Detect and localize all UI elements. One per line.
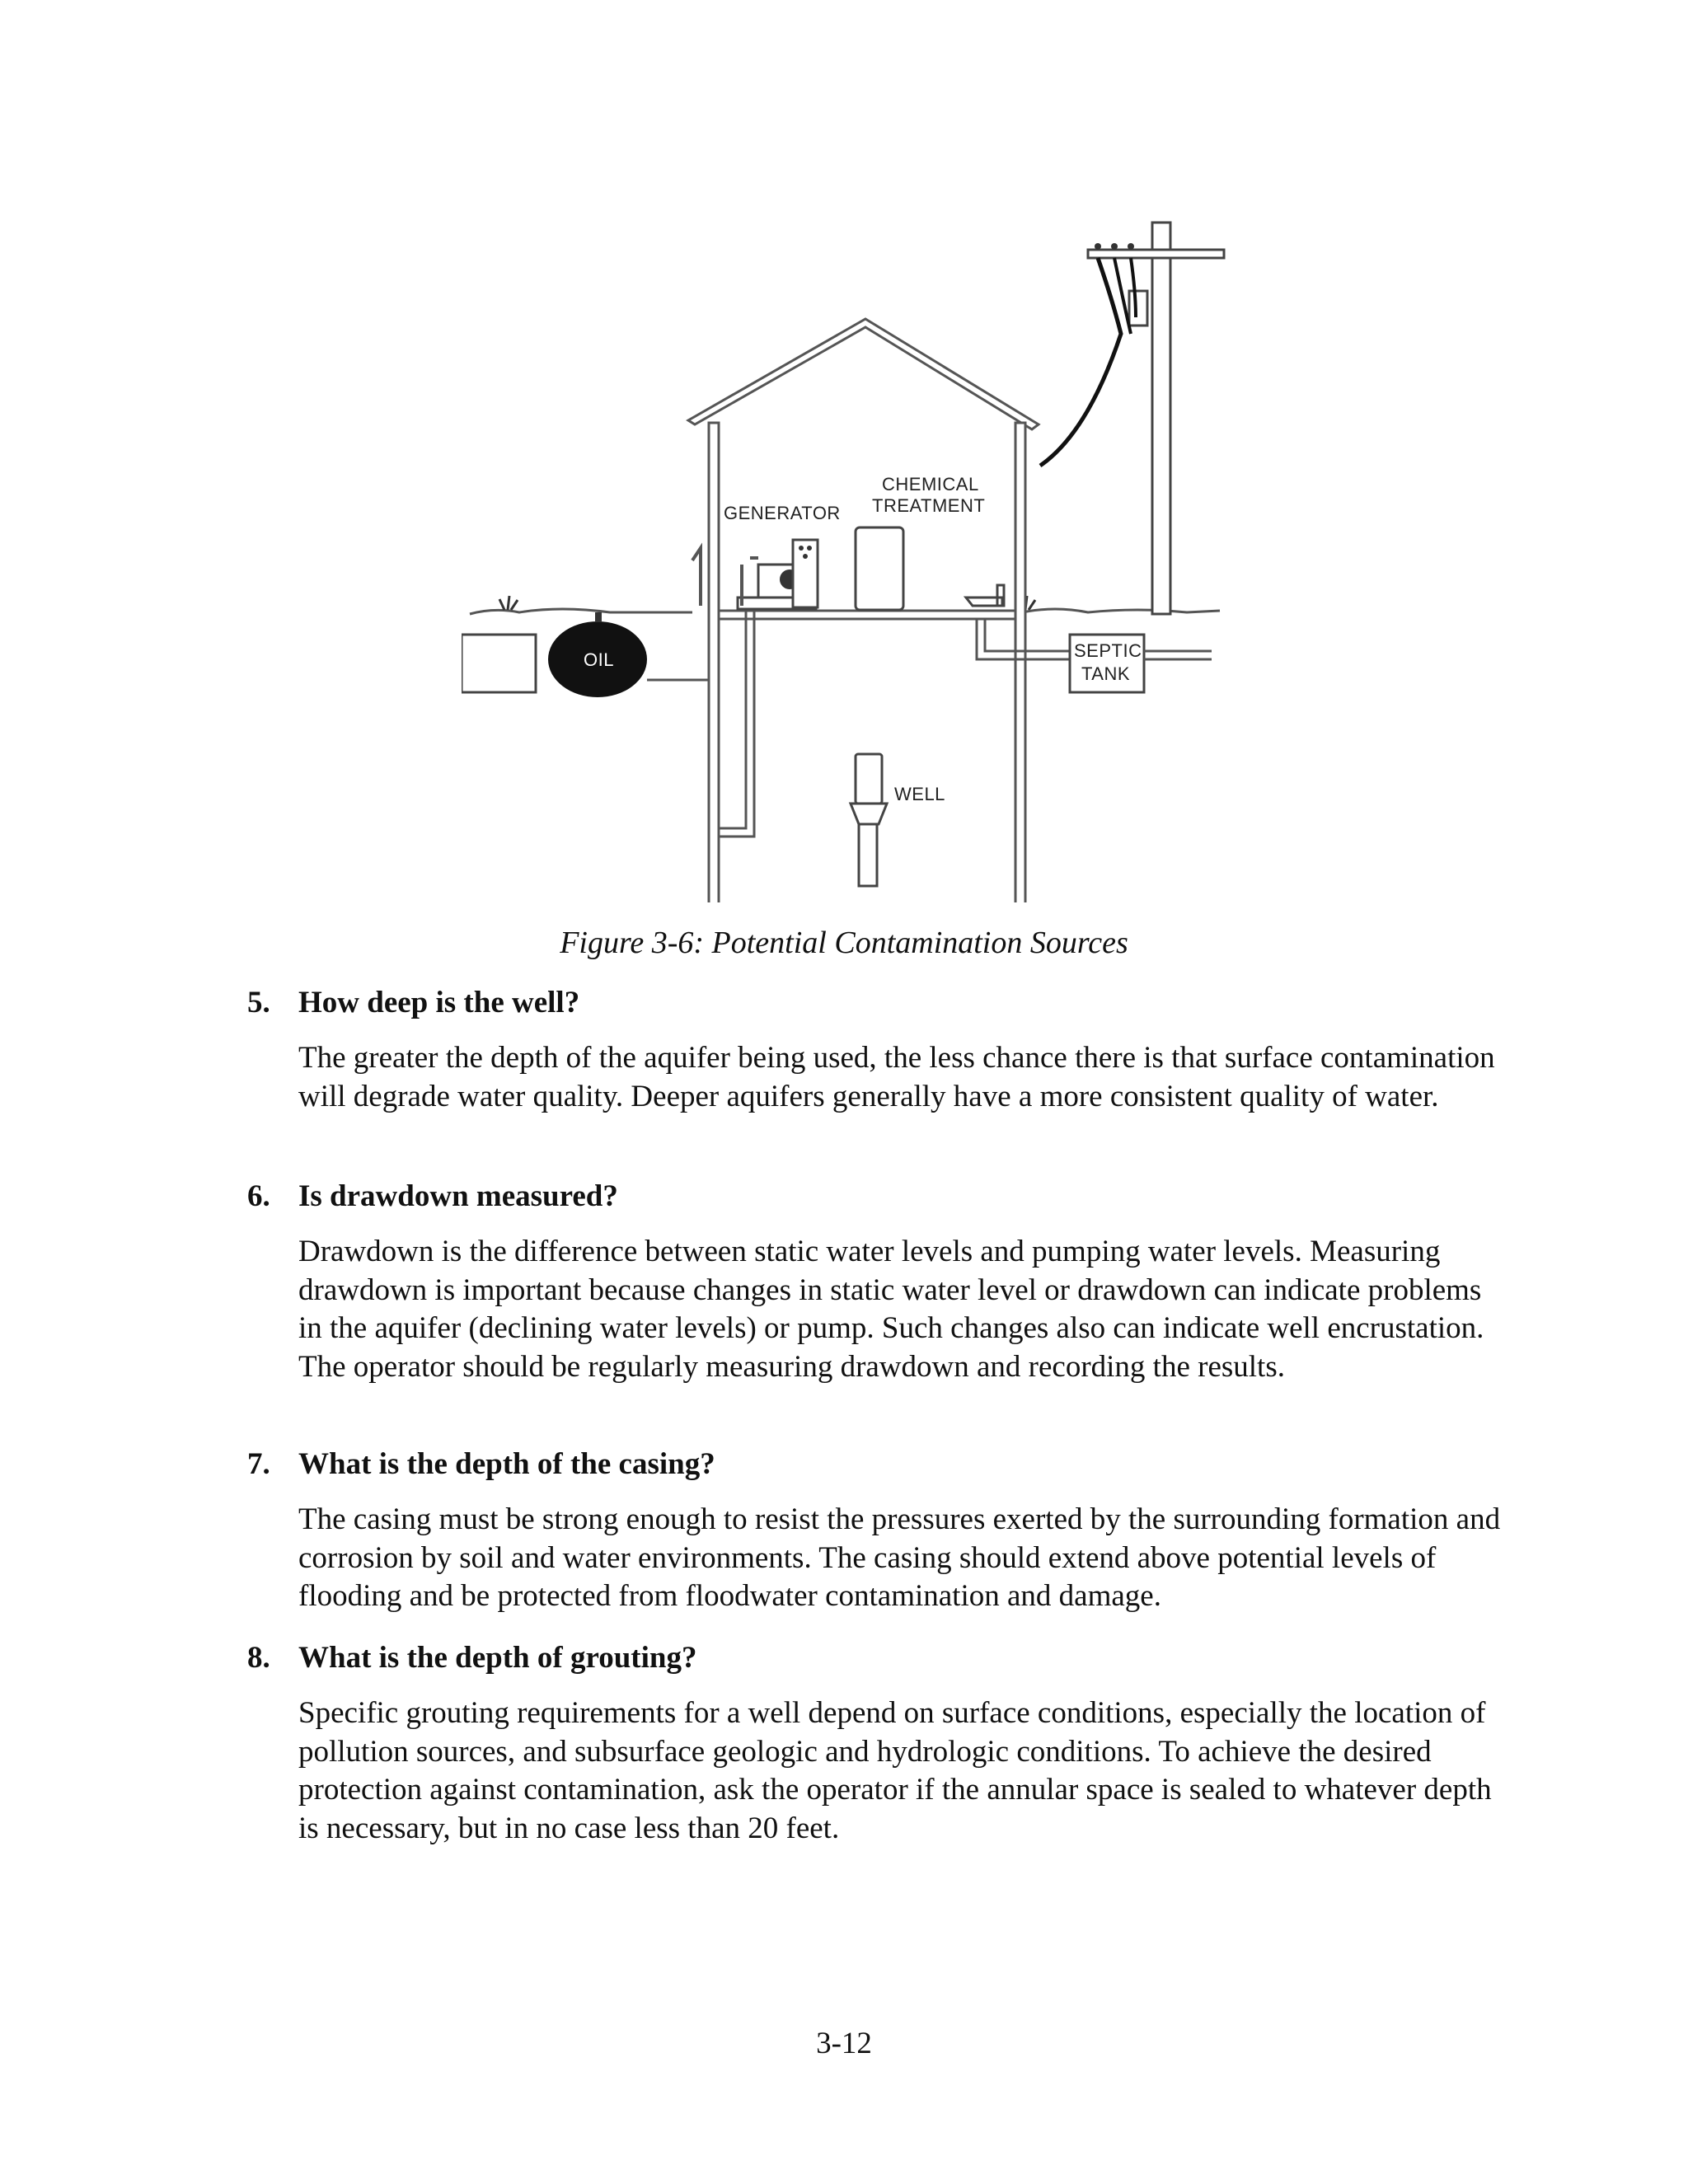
well-label: WELL	[894, 784, 945, 804]
question-title: What is the depth of the casing?	[298, 1447, 715, 1481]
generator-label: GENERATOR	[724, 503, 841, 523]
question-heading	[247, 1640, 1508, 1676]
question-title: What is the depth of grouting?	[298, 1641, 697, 1675]
well-pump-base	[851, 804, 887, 824]
chemical-label-2: TREATMENT	[872, 495, 986, 516]
house-wall-right	[1015, 423, 1025, 902]
ground-line-right	[1022, 609, 1220, 612]
figure-caption: Figure 3-6: Potential Contamination Sources	[560, 926, 1128, 960]
septic-label-2: TANK	[1081, 663, 1131, 684]
answer-paragraph: The casing must be strong enough to resist the pressures exerted by the surrounding formation and corrosion by soil and water environments. The casing should extend above potential levels of flooding and be protected from floodwater contamination and damage.	[298, 1502, 1501, 1613]
question-heading	[247, 1179, 1508, 1215]
pole-crossarm	[1088, 250, 1224, 258]
diagram-svg	[462, 218, 1228, 902]
answer-paragraph: Specific grouting requirements for a well depend on surface conditions, especially the location of pollution sources, and subsurface geologic and hydrologic conditions. To achieve the desired protection against contamination, ask the operator if the annular space is sealed to whatever depth is necessary, but in no case less than 20 feet.	[298, 1696, 1492, 1845]
house-wall-left	[709, 423, 719, 902]
house-floor	[719, 611, 1015, 619]
question-number: 6.	[247, 1179, 270, 1213]
septic-tank	[462, 635, 536, 692]
question-number: 8.	[247, 1641, 270, 1675]
service-drop	[1040, 258, 1121, 466]
question-block-8	[247, 1640, 1508, 1868]
pole-transformer	[1129, 291, 1147, 326]
question-title: Is drawdown measured?	[298, 1179, 618, 1213]
supply-pipe-2	[719, 611, 754, 837]
answer-paragraph: The greater the depth of the aquifer being used, the less chance there is that surface contamination will degrade water quality. Deeper aquifers generally have a more consistent quality of water.	[298, 1041, 1495, 1113]
page-number: 3-12	[816, 2027, 872, 2060]
question-number: 7.	[247, 1447, 270, 1481]
septic-outflow	[1144, 651, 1212, 659]
grass-tuft-left	[499, 596, 518, 610]
contamination-diagram	[462, 218, 1228, 902]
question-block-5	[247, 985, 1508, 1136]
question-block-6	[247, 1179, 1508, 1406]
septic-label-1: SEPTIC	[1074, 640, 1142, 661]
well-casing	[859, 824, 877, 886]
generator-panel	[793, 540, 818, 607]
well-pump-motor	[856, 754, 882, 804]
oil-tank-vent	[595, 612, 602, 622]
toilet	[966, 585, 1004, 606]
chemical-tank	[856, 527, 903, 610]
question-heading	[247, 985, 1508, 1021]
oil-label: OIL	[584, 649, 614, 670]
question-block-7	[247, 1446, 1508, 1636]
house-roof	[688, 319, 1039, 429]
answer-paragraph: Drawdown is the difference between static water levels and pumping water levels. Measuring drawdown is important because changes in static water level or drawdown can indicate problems in the aquifer (declining water levels) or pump. Such changes also can indicate well encrustation. The operator should be regularly measuring drawdown and recording the results.	[298, 1235, 1484, 1384]
question-number: 5.	[247, 986, 270, 1019]
chemical-label-1: CHEMICAL	[882, 474, 979, 494]
utility-pole	[1152, 223, 1170, 614]
question-heading	[247, 1446, 1508, 1483]
question-title: How deep is the well?	[298, 986, 580, 1019]
supply-pipe	[719, 611, 746, 828]
